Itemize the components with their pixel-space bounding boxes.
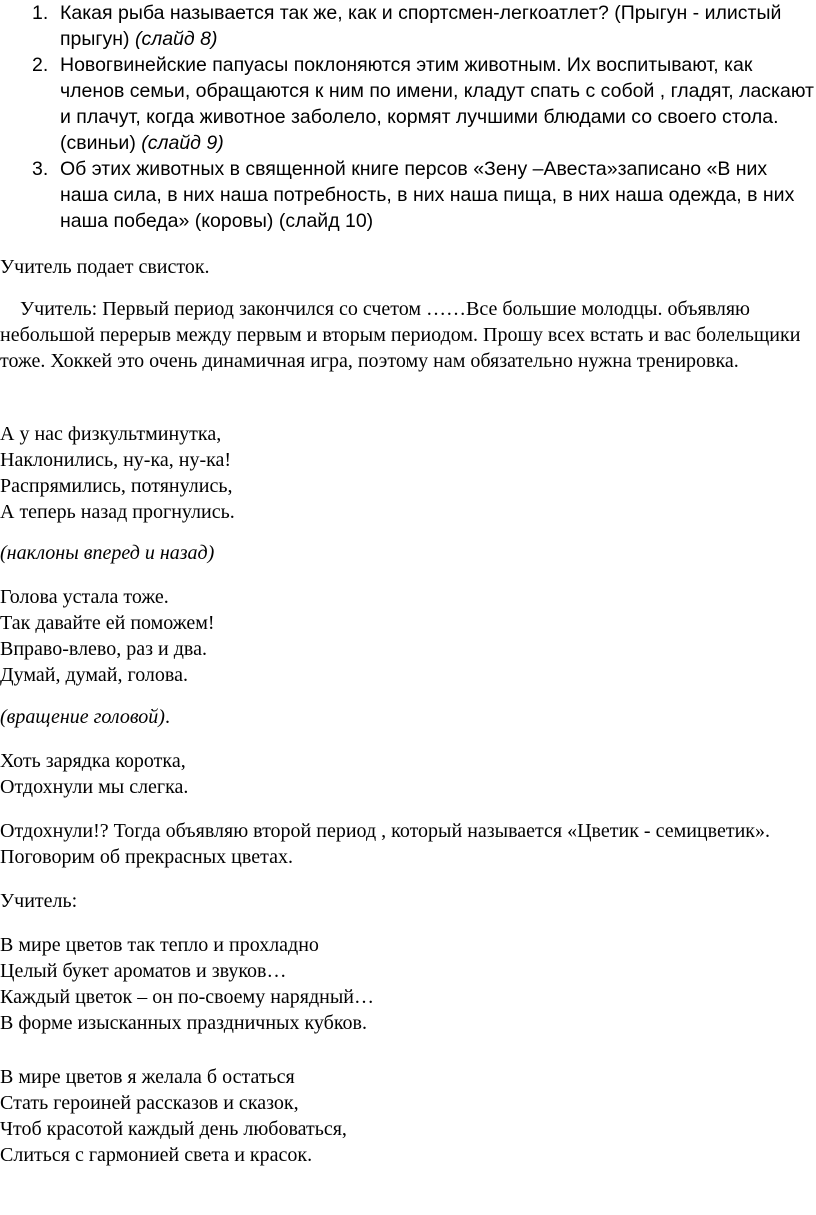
- teacher-label: Учитель:: [0, 890, 78, 912]
- question-text: Какая рыба называется так же, как и спортсмен-легкоатлет? (Прыгун - илистый прыгун): [60, 2, 782, 50]
- poem-line: Чтоб красотой каждый день любоваться,: [0, 1118, 347, 1140]
- question-number: 2.: [32, 54, 49, 76]
- poem-exercise-1: [0, 421, 816, 525]
- poem-line: Отдохнули мы слегка.: [0, 776, 189, 798]
- slide-ref: (слайд 8): [134, 28, 218, 50]
- poem-flowers-2: [0, 1064, 816, 1168]
- poem-line: Так давайте ей поможем!: [0, 612, 215, 634]
- poem-line: А у нас физкультминутка,: [0, 423, 222, 445]
- question-text: Об этих животных в священной книге персов «Зену –Авеста»записано «В них наша сила, в них наша потребность, в них наша пища, в них наша одежда, в них наша победа» (коровы) (слайд 10): [60, 158, 795, 232]
- poem-line: Наклонились, ну-ка, ну-ка!: [0, 449, 232, 471]
- exercise-note-1: (наклоны вперед и назад): [0, 542, 215, 564]
- poem-line: В мире цветов я желала б остаться: [0, 1066, 295, 1088]
- poem-exercise-2: [0, 584, 816, 688]
- second-period-announcement: Отдохнули!? Тогда объявляю второй период , который называется «Цветик - семицветик». Поговорим об прекрасных цветах.: [0, 820, 770, 868]
- poem-line: Распрямились, потянулись,: [0, 475, 233, 497]
- teacher-speech: Учитель: Первый период закончился со счетом ……Все большие молодцы. объявляю небольшой перерыв между первым и вторым периодом. Прошу всех встать и вас болельщики тоже. Хоккей это очень динамичная игра, поэтому нам обязательно нужна тренировка.: [0, 298, 806, 372]
- poem-exercise-3: [0, 748, 816, 800]
- poem-line: Думай, думай, голова.: [0, 664, 188, 686]
- question-item-3: [0, 156, 816, 234]
- poem-line: Каждый цветок – он по-своему нарядный…: [0, 986, 375, 1008]
- poem-line: В мире цветов так тепло и прохладно: [0, 934, 319, 956]
- question-number: 3.: [32, 158, 49, 180]
- question-text: Новогвинейские папуасы поклоняются этим животным. Их воспитывают, как членов семьи, обращаются к ним по имени, кладут спать с собой , гладят, ласкают и плачут, когда животное заболело, кормят лучшими блюдами со своего стола. (свиньи): [60, 54, 814, 154]
- poem-line: Вправо-влево, раз и два.: [0, 638, 207, 660]
- poem-line: Стать героиней рассказов и сказок,: [0, 1092, 299, 1114]
- poem-line: Целый букет ароматов и звуков…: [0, 960, 287, 982]
- question-item-1: [0, 0, 816, 52]
- poem-flowers-1: [0, 932, 816, 1036]
- poem-line: Голова устала тоже.: [0, 586, 169, 608]
- question-number: 1.: [32, 2, 49, 24]
- whistle-line: Учитель подает свисток.: [0, 256, 210, 278]
- exercise-note-2: [0, 704, 816, 730]
- poem-line: Хоть зарядка коротка,: [0, 750, 186, 772]
- poem-line: В форме изысканных праздничных кубков.: [0, 1012, 367, 1034]
- question-list: [0, 0, 816, 234]
- poem-line: А теперь назад прогнулись.: [0, 501, 235, 523]
- question-item-2: [0, 52, 816, 156]
- exercise-note-2-text: (вращение головой): [0, 706, 165, 728]
- poem-line: Слиться с гармонией света и красок.: [0, 1144, 313, 1166]
- slide-ref: (слайд 9): [141, 132, 224, 154]
- exercise-note-2-period: .: [164, 706, 170, 728]
